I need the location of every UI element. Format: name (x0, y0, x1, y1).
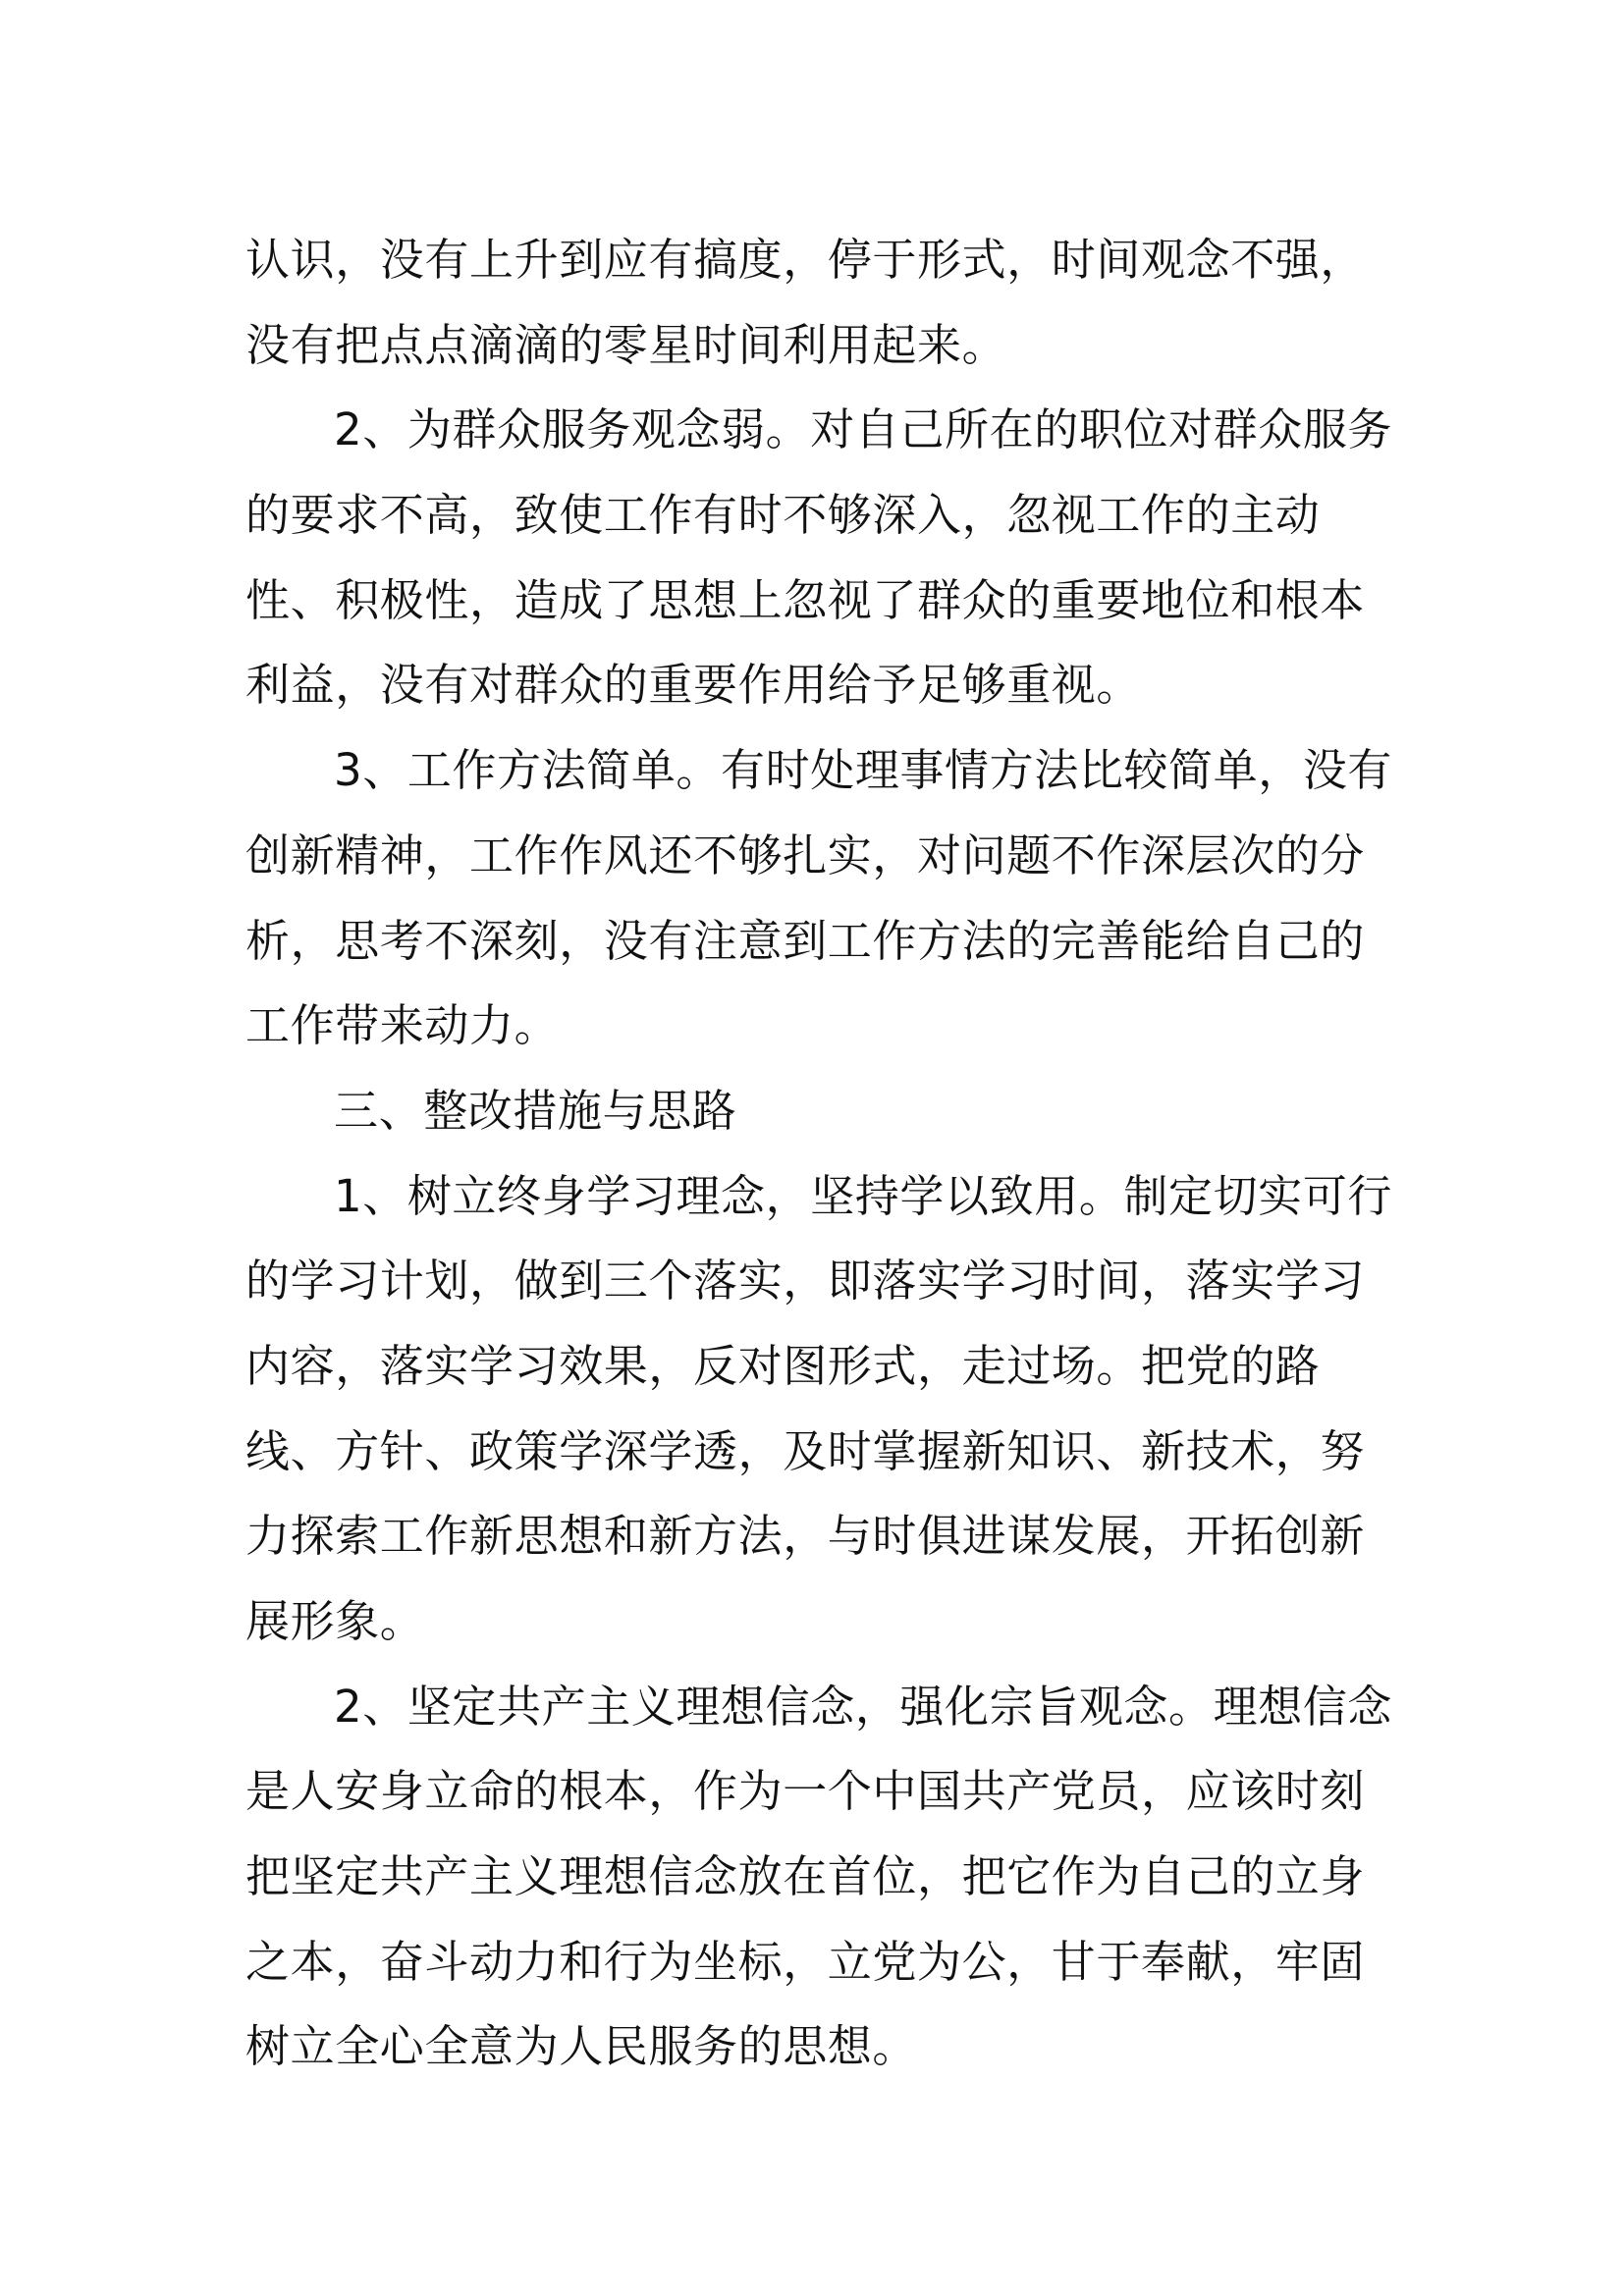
text-line: 力探索工作新思想和新方法，与时俱进谋发展，开拓创新 (245, 1510, 1366, 1563)
paragraph-first-line: 1、树立终身学习理念，坚持学以致用。制定切实可行 (334, 1169, 1393, 1222)
paragraph-first-line: 2、为群众服务观念弱。对自己所在的职位对群众服务 (334, 403, 1393, 456)
text-line: 性、积极性，造成了思想上忽视了群众的重要地位和根本 (245, 573, 1366, 626)
text-line: 内容，落实学习效果，反对图形式，走过场。把党的路 (245, 1339, 1321, 1392)
text-line: 把坚定共产主义理想信念放在首位，把它作为自己的立身 (245, 1850, 1366, 1903)
text-line: 线、方针、政策学深学透，及时掌握新知识、新技术，努 (245, 1424, 1366, 1477)
paragraph-first-line: 2、坚定共产主义理想信念，强化宗旨观念。理想信念 (334, 1680, 1393, 1733)
text-line: 树立全心全意为人民服务的思想。 (245, 2020, 918, 2073)
body-text (245, 218, 1393, 2090)
text-line: 认识，没有上升到应有搞度，停于形式，时间观念不强， (245, 234, 1366, 286)
text-line: 没有把点点滴滴的零星时间利用起来。 (245, 318, 1007, 371)
text-line: 的要求不高，致使工作有时不够深入，忽视工作的主动 (245, 489, 1321, 542)
text-line: 工作带来动力。 (245, 999, 560, 1052)
text-line: 之本，奋斗动力和行为坐标，立党为公，甘于奉献，牢固 (245, 1935, 1366, 1988)
text-line: 是人安身立命的根本，作为一个中国共产党员，应该时刻 (245, 1765, 1366, 1818)
text-line: 创新精神，工作作风还不够扎实，对问题不作深层次的分 (245, 828, 1366, 881)
section-heading: 三、整改措施与思路 (334, 1084, 737, 1137)
text-line: 的学习计划，做到三个落实，即落实学习时间，落实学习 (245, 1255, 1366, 1308)
paragraph-first-line: 3、工作方法简单。有时处理事情方法比较简单，没有 (334, 744, 1393, 797)
text-line: 析，思考不深刻，没有注意到工作方法的完善能给自己的 (245, 914, 1366, 967)
text-line: 利益，没有对群众的重要作用给予足够重视。 (245, 659, 1142, 712)
text-line: 展形象。 (245, 1595, 425, 1647)
